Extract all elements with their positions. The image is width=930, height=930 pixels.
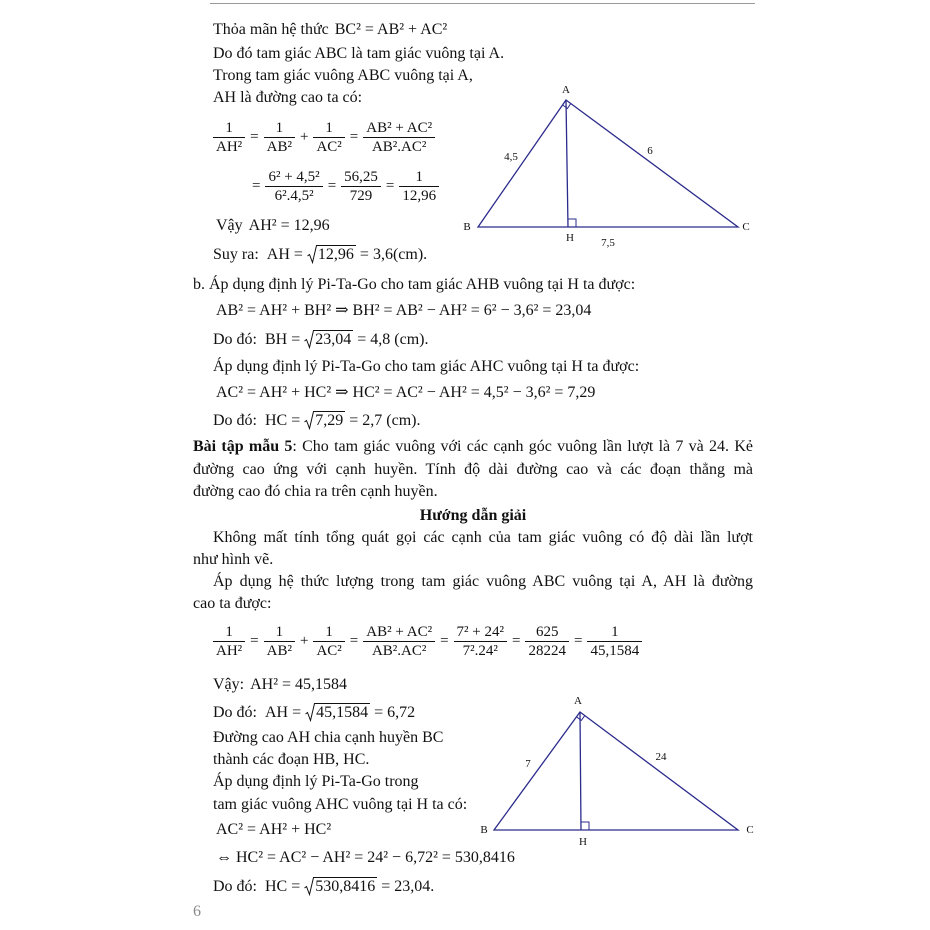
paragraph-line: thành các đoạn HB, HC. (213, 751, 370, 768)
vertex-label-h: H (566, 232, 574, 244)
sqrt-result-line (213, 330, 428, 349)
equation-rhs: = 2,7 (cm). (349, 411, 421, 429)
fraction (399, 168, 439, 205)
vertex-label-c: C (742, 221, 750, 233)
operator: = (349, 129, 359, 145)
fraction (313, 119, 344, 156)
numerator: 1 (213, 119, 245, 138)
operator: = (250, 633, 259, 649)
numerator: 1 (587, 623, 642, 642)
numerator: 1 (264, 623, 295, 642)
equation-row (213, 623, 642, 660)
text-line: Áp dụng định lý Pi-Ta-Go cho tam giác AHC vuông tại H ta được: (213, 358, 640, 375)
exercise-line: đường cao đó chia ra trên cạnh huyền. (193, 483, 438, 500)
part-b-heading: b. Áp dụng định lý Pi-Ta-Go cho tam giác AHB vuông tại H ta được: (193, 276, 636, 293)
operator: = (349, 633, 359, 649)
denominator: 7².24² (462, 643, 498, 659)
operator: = (327, 178, 337, 194)
right-angle-mark-h (581, 822, 589, 830)
sqrt-result-line (213, 245, 427, 264)
equation-line: AB² = AH² + BH² ⇒ BH² = AB² − AH² = 6² − 3,6² = 23,04 (216, 302, 592, 319)
equation-line: AC² = AH² + HC² ⇒ HC² = AC² − AH² = 4,5² − 3,6² = 7,29 (216, 384, 596, 401)
condition-formula: BC² = AB² + AC² (334, 21, 448, 38)
equation-row (213, 119, 435, 156)
vertex-label-a: A (574, 695, 582, 707)
operator: = (252, 178, 261, 194)
fraction (454, 623, 507, 660)
line-prefix: Do đó: (213, 411, 257, 429)
numerator: AB² + AC² (363, 119, 435, 138)
paragraph-line: Đường cao AH chia cạnh huyền BC (213, 729, 444, 746)
vertex-label-b: B (463, 221, 471, 233)
numerator: 625 (525, 623, 569, 642)
triangle-abc (494, 712, 738, 830)
altitude-ah (566, 100, 568, 227)
square-root (307, 245, 356, 264)
numerator: 1 (313, 623, 344, 642)
equation-rhs: = 23,04. (381, 877, 435, 895)
exercise-label: Bài tập mẫu 5 (193, 438, 293, 455)
equation-lhs: HC = (265, 411, 301, 429)
operator: = (573, 633, 583, 649)
paragraph-line: cao ta được: (193, 595, 272, 612)
square-root-sign-icon (304, 411, 314, 430)
denominator: 729 (349, 188, 373, 204)
equation-row (247, 168, 439, 205)
paragraph-line: Áp dụng hệ thức lượng trong tam giác vuông ABC vuông tại A, AH là đường (213, 573, 753, 590)
line-prefix: Do đó: (213, 877, 257, 895)
numerator: 1 (264, 119, 295, 138)
denominator: 12,96 (402, 188, 437, 204)
paragraph-line: Không mất tính tổng quát gọi các cạnh của tam giác vuông có độ dài lần lượt (213, 529, 753, 546)
square-root (304, 330, 353, 349)
fraction (265, 168, 322, 205)
radicand: 530,8416 (315, 878, 376, 895)
radicand: 7,29 (315, 412, 344, 429)
radicand: 12,96 (317, 246, 354, 263)
operator: = (440, 633, 449, 649)
denominator: AB² (266, 643, 292, 659)
equation-lhs: BH = (265, 330, 301, 348)
denominator: AB².AC² (371, 139, 427, 155)
text-line: AH là đường cao ta có: (213, 89, 363, 106)
square-root (304, 411, 345, 430)
vertex-label-a: A (562, 84, 570, 96)
square-root-sign-icon (304, 877, 314, 896)
sqrt-result-line (213, 877, 434, 896)
operator: = (250, 129, 259, 145)
paragraph-line: Áp dụng định lý Pi-Ta-Go trong (213, 773, 419, 790)
operator: = (512, 633, 521, 649)
page-number: 6 (193, 903, 201, 920)
side-label-ac: 24 (655, 751, 667, 763)
result-formula: AH² = 45,1584 (250, 676, 348, 693)
numerator: 1 (399, 168, 439, 187)
side-label-ac: 6 (647, 145, 653, 157)
exercise-text: : Cho tam giác vuông với các cạnh góc vuông lần lượt là 7 và 24. Kẻ (292, 438, 753, 455)
denominator: 45,1584 (590, 643, 640, 659)
fraction (525, 623, 569, 660)
equation-line: AC² = AH² + HC² (216, 821, 332, 838)
square-root-sign-icon (307, 245, 317, 264)
altitude-ah (580, 712, 581, 830)
denominator: AC² (316, 139, 342, 155)
triangle-abc (478, 100, 738, 227)
vertex-label-b: B (480, 824, 488, 836)
numerator: 6² + 4,5² (265, 168, 322, 187)
fraction (341, 168, 381, 205)
right-triangle-figure-2 (470, 690, 770, 855)
fraction (264, 623, 295, 660)
fraction (213, 119, 245, 156)
paragraph-line: tam giác vuông AHC vuông tại H ta có: (213, 796, 468, 813)
paragraph-line: như hình vẽ. (193, 551, 274, 568)
line-prefix: Do đó: (213, 330, 257, 348)
square-root (304, 877, 377, 896)
right-triangle-figure-1 (455, 80, 765, 255)
vertex-label-h: H (579, 836, 587, 848)
square-root-sign-icon (304, 330, 314, 349)
line-prefix: Do đó: (213, 703, 257, 721)
exercise-line: đường cao ứng với cạnh huyền. Tính độ dài đường cao và các đoạn thẳng mà (193, 461, 753, 478)
radicand: 23,04 (315, 331, 352, 348)
result-line (216, 216, 330, 236)
denominator: AB² (266, 139, 292, 155)
equation-rhs: = 6,72 (374, 703, 416, 721)
sqrt-result-line (213, 411, 420, 430)
conclusion-line: Do đó tam giác ABC là tam giác vuông tại A. (213, 45, 505, 62)
equation-lhs: HC = (265, 877, 301, 895)
fraction (587, 623, 642, 660)
condition-text: Thỏa mãn hệ thức (213, 21, 329, 38)
denominator: AB².AC² (371, 643, 427, 659)
fraction (363, 623, 435, 660)
equation-line: ⇔ HC² = AC² − AH² = 24² − 6,72² = 530,8416 (216, 849, 515, 866)
side-label-ab: 4,5 (504, 151, 518, 163)
denominator: AC² (316, 643, 342, 659)
text-line: Trong tam giác vuông ABC vuông tại A, (213, 67, 473, 84)
equation-lhs: AH = (265, 703, 302, 721)
sqrt-result-line (213, 703, 415, 722)
side-label-bc: 7,5 (601, 237, 615, 249)
equation-rhs: = 3,6(cm). (359, 245, 428, 263)
equation-lhs: AH = (266, 245, 303, 263)
fraction (213, 623, 245, 660)
result-text: Vậy: (213, 676, 245, 693)
fraction (363, 119, 435, 156)
denominator: 28224 (528, 643, 566, 659)
fraction (264, 119, 295, 156)
denominator: AH² (216, 139, 243, 155)
denominator: 6².4,5² (274, 188, 314, 204)
numerator: 1 (213, 623, 245, 642)
square-root-sign-icon (305, 703, 315, 722)
equation-rhs: = 4,8 (cm). (357, 330, 429, 348)
header-rule (210, 3, 755, 4)
condition-line (213, 20, 447, 40)
right-angle-mark-h (568, 219, 576, 227)
radicand: 45,1584 (316, 704, 369, 721)
numerator: 56,25 (341, 168, 381, 187)
fraction (313, 623, 344, 660)
operator: + (299, 129, 309, 145)
line-prefix: Suy ra: (213, 245, 259, 263)
numerator: 1 (313, 119, 344, 138)
vertex-label-c: C (746, 824, 754, 836)
result-line (213, 675, 347, 695)
square-root (305, 703, 370, 722)
numerator: AB² + AC² (363, 623, 435, 642)
solution-heading: Hướng dẫn giải (419, 507, 527, 524)
side-label-ab: 7 (525, 758, 531, 770)
numerator: 7² + 24² (454, 623, 507, 642)
operator: = (385, 178, 395, 194)
result-text: Vậy (216, 217, 243, 234)
denominator: AH² (216, 643, 243, 659)
operator: + (299, 633, 309, 649)
result-formula: AH² = 12,96 (248, 217, 330, 234)
exercise-line (193, 437, 753, 457)
